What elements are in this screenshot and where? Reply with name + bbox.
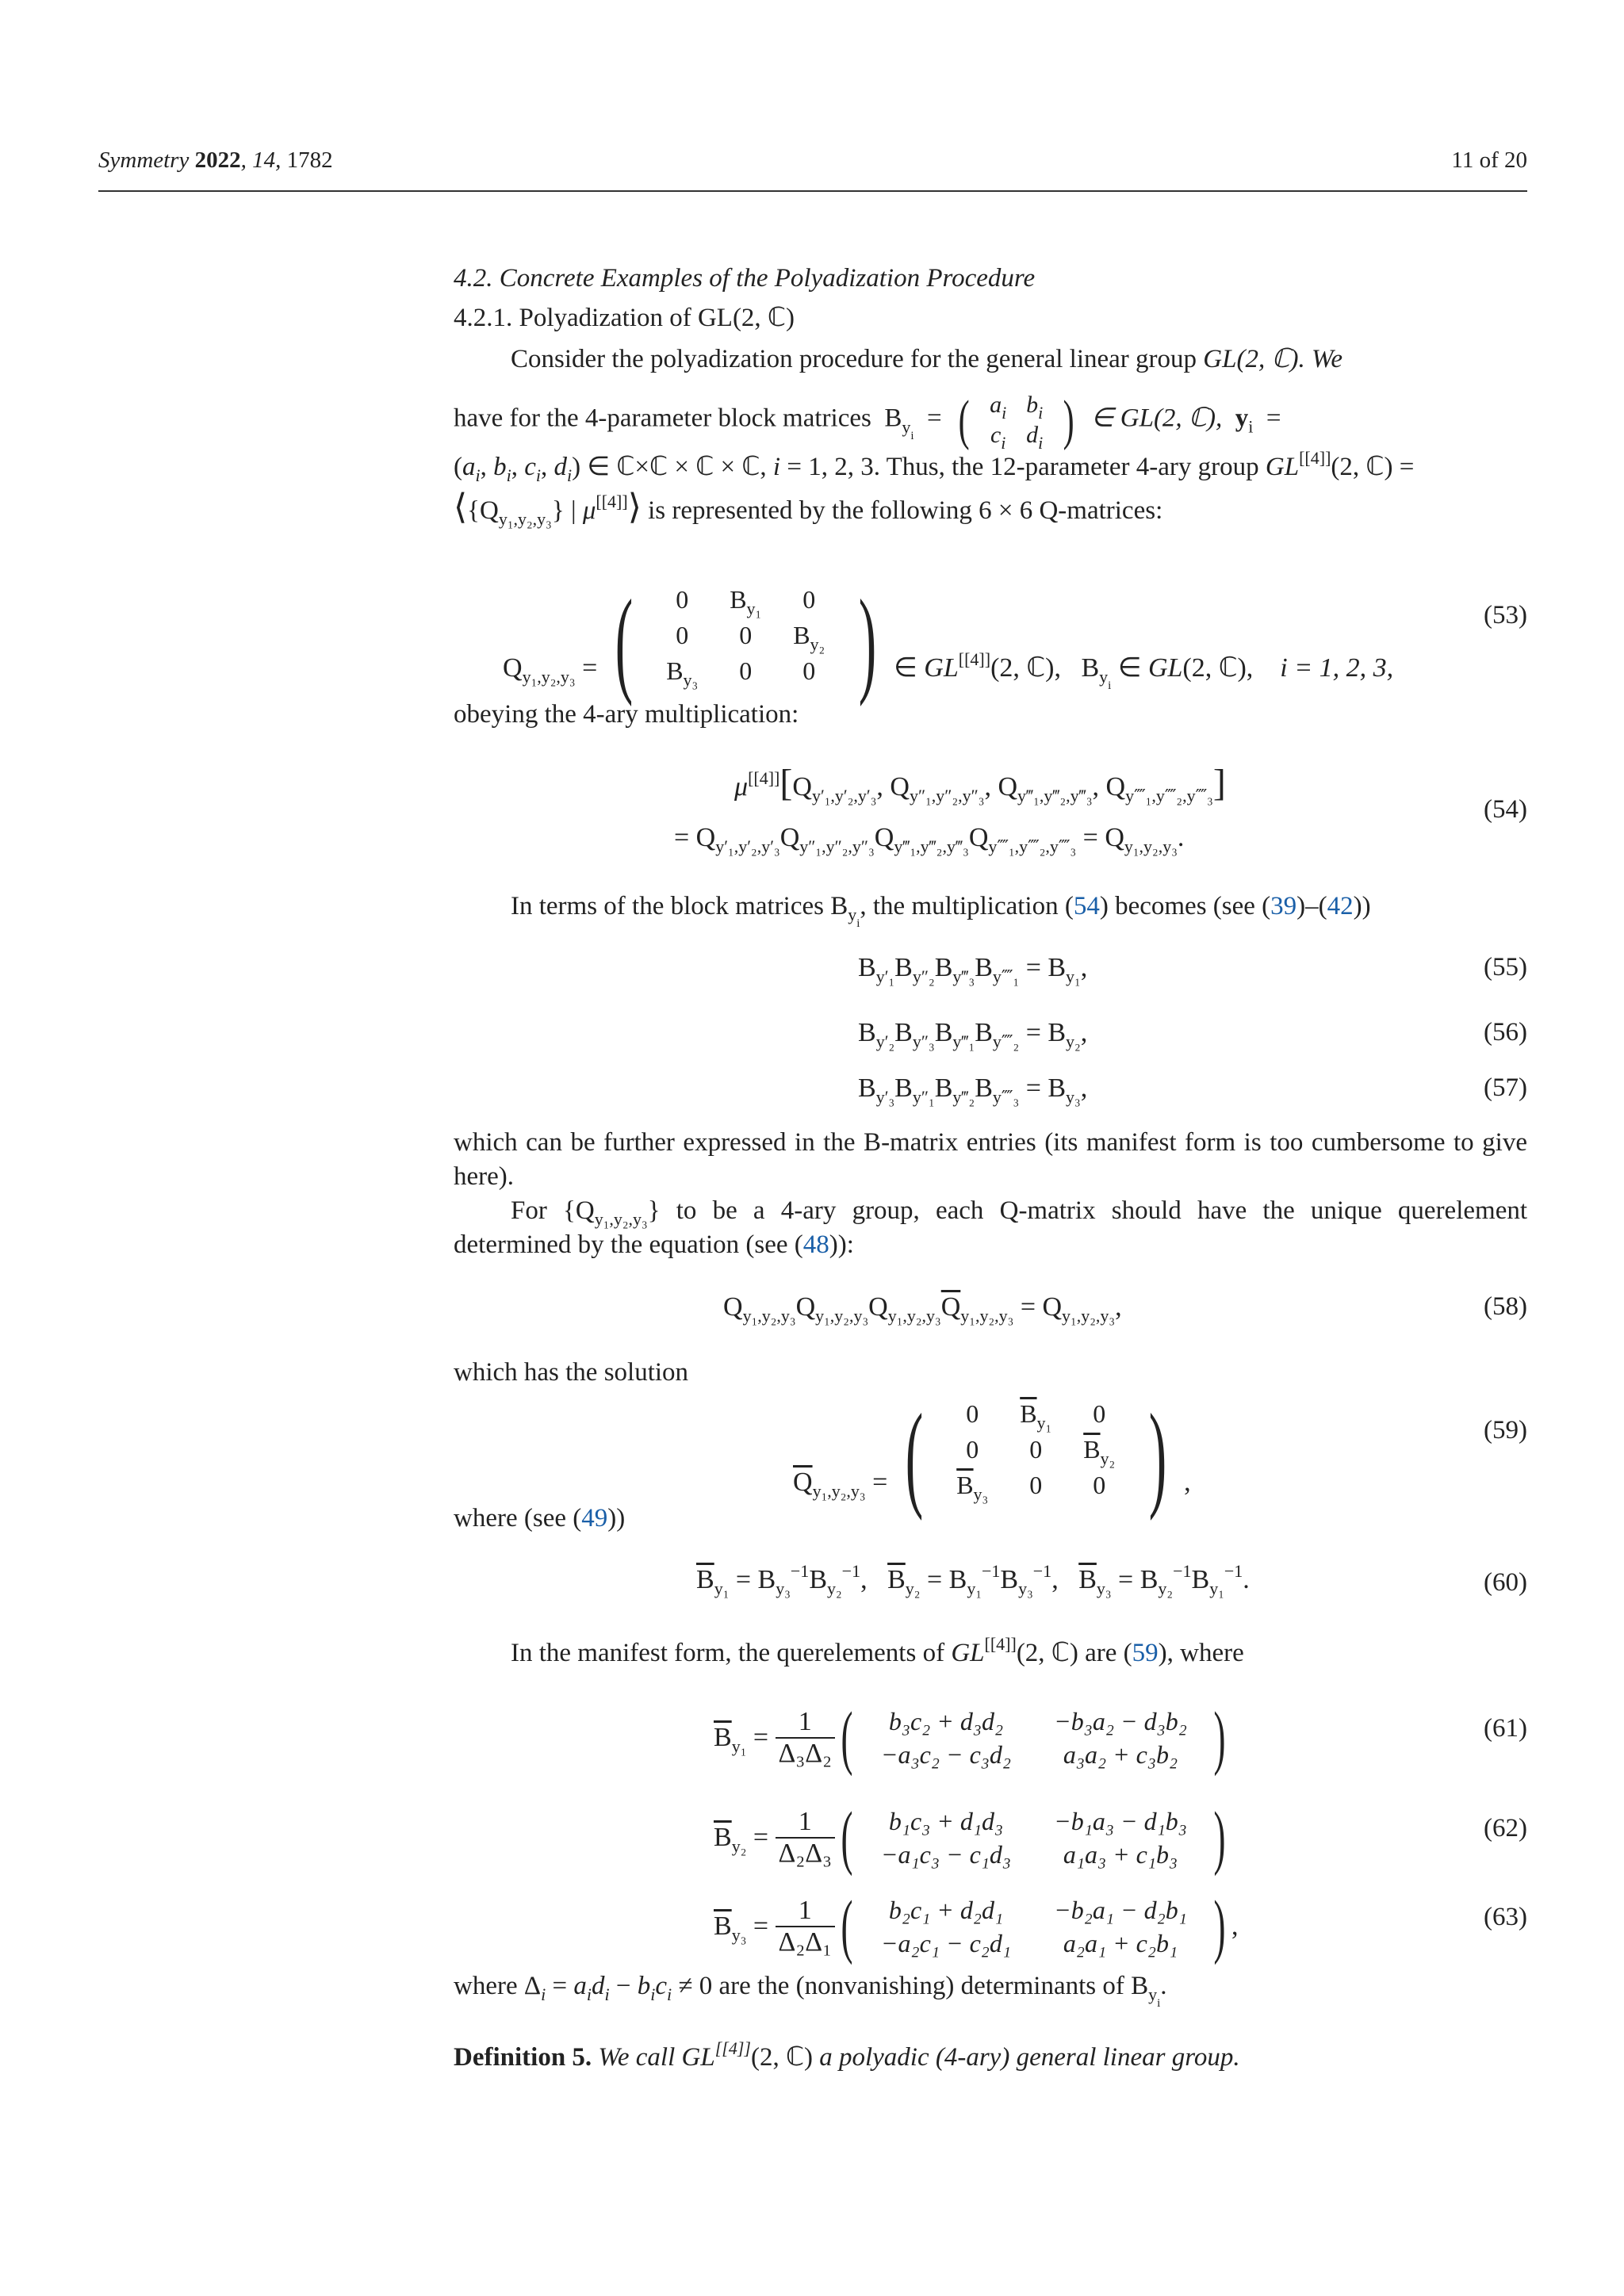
page-number: 11 of 20 [1451,147,1527,173]
equation-54-line1: $\mu[[4]][Q_{y'_1,y'_2,y'_3}$, $Q_{y''_1,y''_2,y''_3}$, $Q_{y‴_1,y‴_2,y‴_3}$, $Q_{y⁗_1,y⁗_2,y⁗_3}$] [734,762,1226,806]
q-matrix: 0 $B_{y_1}$ 0 0 0 $B_{y_2}$ $B_{y_3}$ 0 0 [666,584,825,690]
equation-59: $\overline{Q}_{y_1,y_2,y_3}$ = ( 0 $\overline{B}_{y_1}$ 0 0 0 $\overline{B}_{y_2}$ $\overline{B}_{y_3}$ 0 0 ) , [793,1390,1191,1521]
eq-number-57: (57) [1484,1073,1527,1102]
equation-54-line2: = $Q_{y'_1,y'_2,y'_3}Q_{y''_1,y''_2,y''_3}Q_{y‴_1,y‴_2,y‴_3}Q_{y⁗_1,y⁗_2,y⁗_3} = Q_{y_1,y_2,y_3}$. [674,823,1185,856]
equation-62: $\overline{B}_{y_2}$ = $\frac{1}{\text{Δ₂Δ₃}}$ ( b₁c₃ + d₁d₃ −b₁a₃ − d₁b₃ −a₁c₃ − c₁d₃ a₁a₃ + c₁b₃ ) [714,1798,1226,1877]
eq-number-58: (58) [1484,1292,1527,1321]
eq-number-54: (54) [1484,795,1527,824]
definition-5: Definition 5. We call GL[[4]](2, ℂ) a polyadic (4-ary) general linear group. [454,2038,1240,2072]
equation-60: $\overline{B}_{y_1} = B_{y_3}^{-1}B_{y_2}^{-1}$, $\overline{B}_{y_2} = B_{y_1}^{-1}B_{y_3}^{-1}$, $\overline{B}_{y_3} = B_{y_2}^{-1}B_{y_1}^{-1}$. [696,1561,1250,1598]
equation-56: $B_{y'_2}B_{y''_3}B_{y‴_1}B_{y⁗_2} = B_{y_2}$, [858,1018,1088,1051]
subsection-title: 4.2. Concrete Examples of the Polyadization Procedure [454,264,1036,293]
text-solution: which has the solution [454,1358,689,1387]
para-manifest: In the manifest form, the querelements of GL[[4]](2, ℂ) are (59), where [511,1634,1244,1667]
equation-58: $Q_{y_1,y_2,y_3}Q_{y_1,y_2,y_3}Q_{y_1,y_2,y_3}\overline{Q}_{y_1,y_2,y_3} = Q_{y_1,y_2,y_3}$, [723,1292,1122,1326]
para-further: which can be further expressed in the B-matrix entries (its manifest form is too cumbersome to give here). [454,1128,1527,1191]
equation-53: $Q_{y_1,y_2,y_3}$ = ( 0 $B_{y_1}$ 0 0 0 $B_{y_2}$ $B_{y_3}$ 0 0 ) ∈ GL[[4]](2, ℂ), $B_{y_i}$ ∈ GL(2, ℂ), i = 1, 2, 3, [503,576,1394,707]
text-where-see: where (see (49)) [454,1504,626,1533]
q-bar-matrix: 0 $\overline{B}_{y_1}$ 0 0 0 $\overline{B}_{y_2}$ $\overline{B}_{y_3}$ 0 0 [956,1399,1116,1504]
eq-number-55: (55) [1484,953,1527,982]
equation-61: $\overline{B}_{y_1}$ = $\frac{1}{\text{Δ₃Δ₂}}$ ( b₃c₂ + d₃d₂ −b₃a₂ − d₃b₂ −a₃c₂ − c₃d₂ a₃a₂ + c₃b₂ ) [714,1698,1226,1777]
running-header [98,147,1527,179]
eq-number-63: (63) [1484,1903,1527,1931]
para-polyadization-line3: ($a_i$, $b_i$, $c_i$, $d_i$) ∈ ℂ×ℂ × ℂ × ℂ, i = 1, 2, 3. Thus, the 12-parameter 4-ary group GL[[4]](2, ℂ) = [454,448,1415,485]
para-polyadization: Consider the polyadization procedure for the general linear group GL(2, ℂ). We [511,345,1343,373]
eq-number-59: (59) [1484,1416,1527,1445]
eq-number-61: (61) [1484,1714,1527,1743]
subsubsection-title: 4.2.1. Polyadization of GL(2, ℂ) [454,304,795,332]
equation-55: $B_{y'_1}B_{y''_2}B_{y‴_3}B_{y⁗_1} = B_{y_1}$, [858,953,1088,986]
text-where-delta: where $\Delta_i = a_id_i - b_ic_i \ne 0$ are the (nonvanishing) determinants of $B_{y_i}$. [454,1972,1167,2010]
para-polyadization-line4: $⟨\{Q_{y_1,y_2,y_3}\}$ | μ[[4]]⟩ is represented by the following 6 × 6 Q-matrices: [454,488,1163,529]
block-matrix-Byi: $a_i$ $b_i$ $c_i$ $d_i$ [990,392,1044,453]
eq-number-56: (56) [1484,1018,1527,1047]
equation-63: $\overline{B}_{y_3}$ = $\frac{1}{\text{Δ₂Δ₁}}$ ( b₂c₁ + d₂d₁ −b₂a₁ − d₂b₁ −a₂c₁ − c₂d₁ a₂a₁ + c₂b₁ ) , [714,1887,1239,1965]
para-block-matrices: In terms of the block matrices $B_{y_i}$, the multiplication (54) becomes (see (39)–(42)) [511,892,1371,930]
eq-number-53: (53) [1484,601,1527,629]
eq-number-60: (60) [1484,1568,1527,1597]
para-for: For $\{Q_{y_1,y_2,y_3}\}$ to be a 4-ary group, each Q-matrix should have the unique querelement determined by the equation (see (48)): [454,1196,1528,1259]
header-rule [98,190,1527,192]
journal-citation: Symmetry 2022, 14, 1782 [98,147,333,173]
eq-number-62: (62) [1484,1814,1527,1843]
text-obeying: obeying the 4-ary multiplication: [454,700,799,729]
equation-57: $B_{y'_3}B_{y''_1}B_{y‴_2}B_{y⁗_3} = B_{y_3}$, [858,1073,1088,1107]
para-polyadization-line2: have for the 4-parameter block matrices $B_{y_i}$ = ( $a_i$ $b_i$ $c_i$ $d_i$ ) ∈ GL(2, ℂ), $y_i$ = [454,389,1281,453]
